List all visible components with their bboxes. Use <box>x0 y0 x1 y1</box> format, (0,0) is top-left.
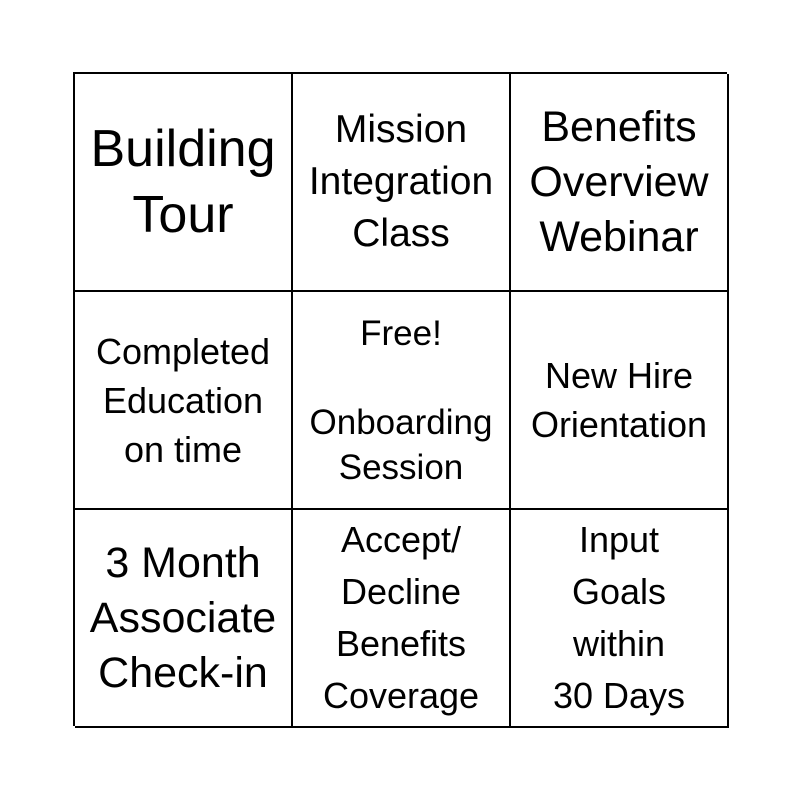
cell-line: Benefits <box>335 623 467 664</box>
cell-line: Check-in <box>98 648 268 697</box>
cell-line: Goals <box>571 571 667 612</box>
bingo-cell[interactable] <box>75 292 293 510</box>
cell-line: Webinar <box>539 212 699 261</box>
cell-line: Integration <box>308 160 494 203</box>
cell-line: Decline <box>340 571 462 612</box>
bingo-board <box>73 72 727 726</box>
cell-line: Session <box>338 447 464 487</box>
cell-line: Building <box>90 120 276 178</box>
cell-line: Tour <box>132 186 234 244</box>
bingo-cell[interactable] <box>293 74 511 292</box>
free-space-label: Free! <box>360 313 442 353</box>
bingo-cell[interactable] <box>75 74 293 292</box>
cell-line: Onboarding <box>309 402 493 442</box>
cell-line: on time <box>123 428 243 470</box>
bingo-cell[interactable] <box>511 74 729 292</box>
bingo-cell[interactable] <box>75 510 293 728</box>
cell-line: New Hire <box>544 355 694 396</box>
cell-line: Benefits <box>541 102 697 151</box>
cell-line: Accept/ <box>340 519 462 560</box>
cell-line: Mission <box>334 108 468 151</box>
cell-line: Education <box>102 379 264 421</box>
cell-line: 30 Days <box>552 675 686 716</box>
cell-line: Coverage <box>322 675 480 716</box>
cell-line: Orientation <box>530 404 708 445</box>
cell-line: Completed <box>95 330 271 372</box>
cell-line: within <box>572 623 666 664</box>
cell-line: Associate <box>89 593 277 642</box>
bingo-cell[interactable] <box>511 292 729 510</box>
cell-line: Overview <box>529 157 709 206</box>
cell-line: Input <box>578 519 660 560</box>
bingo-cell[interactable] <box>293 510 511 728</box>
free-space-cell[interactable] <box>293 292 511 510</box>
cell-line: Class <box>352 212 450 255</box>
cell-line: 3 Month <box>105 538 261 587</box>
bingo-cell[interactable] <box>511 510 729 728</box>
